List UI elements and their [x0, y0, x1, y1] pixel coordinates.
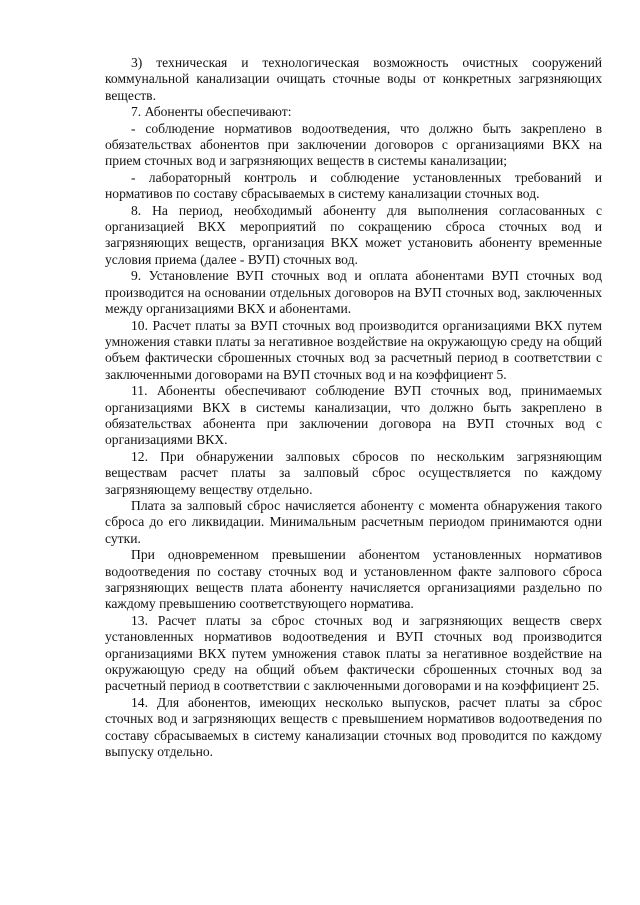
paragraph-12-burst-fee: Плата за залповый сброс начисляется абоненту с момента обнаружения такого сброса до его ликвидации. Минимальным расчетным периодом принимаются одни сутки.	[105, 497, 602, 546]
paragraph-7-item-2: - лабораторный контроль и соблюдение установленных требований и нормативов по составу сбрасываемых в систему канализации сточных вод.	[105, 169, 602, 202]
paragraph-14: 14. Для абонентов, имеющих несколько выпусков, расчет платы за сброс сточных вод и загрязняющих веществ с превышением нормативов водоотведения по составу сбрасываемых в систему канализации сточных вод проводится по каждому выпуску отдельно.	[105, 694, 602, 760]
document-body	[105, 55, 602, 760]
paragraph-11: 11. Абоненты обеспечивают соблюдение ВУП сточных вод, принимаемых организациями ВКХ в системы канализации, что должно быть закреплено в обязательствах абонента при заключении договора на ВУП сточных вод с организациями ВКХ.	[105, 383, 602, 448]
paragraph-10: 10. Расчет платы за ВУП сточных вод производится организациями ВКХ путем умножения ставки платы за негативное воздействие на окружающую среду на общий объем фактически сброшенных сточных вод за расчетный период в соответствии с заключенными договорами на ВУП сточных вод и на коэффициент 5.	[105, 317, 602, 382]
paragraph-12: 12. При обнаружении залповых сбросов по нескольким загрязняющим веществам расчет платы за залповый сброс осуществляется по каждому загрязняющему веществу отдельно.	[105, 448, 602, 497]
paragraph-item-3: 3) техническая и технологическая возможность очистных сооружений коммунальной канализации очищать сточные воды от конкретных загрязняющих веществ.	[105, 55, 602, 103]
paragraph-8: 8. На период, необходимый абоненту для выполнения согласованных с организацией ВКХ мероприятий по сокращению сброса сточных вод и загрязняющих веществ, организация ВКХ может установить абоненту временные условия приема (далее - ВУП) сточных вод.	[105, 202, 602, 267]
paragraph-7-item-1: - соблюдение нормативов водоотведения, что должно быть закреплено в обязательствах абонентов при заключении договоров с организациями ВКХ на прием сточных вод и загрязняющих веществ в системы канализации;	[105, 120, 602, 169]
paragraph-9: 9. Установление ВУП сточных вод и оплата абонентами ВУП сточных вод производится на основании отдельных договоров на ВУП сточных вод, заключенных между организациями ВКХ и абонентами.	[105, 268, 602, 317]
paragraph-12-simultaneous-excess: При одновременном превышении абонентом установленных нормативов водоотведения по составу сточных вод и установленном факте залпового сброса загрязняющих веществ плата абоненту начисляется организациями раздельно по каждому превышению соответствующего норматива.	[105, 547, 602, 612]
paragraph-7-heading: 7. Абоненты обеспечивают:	[131, 104, 292, 120]
paragraph-13: 13. Расчет платы за сброс сточных вод и загрязняющих веществ сверх установленных нормативов водоотведения и ВУП сточных вод производится организациями ВКХ путем умножения ставок платы за негативное воздействие на окружающую среду на общий объем фактически сброшенных сточных вод за расчетный период в соответствии с заключенными договорами и на коэффициент 25.	[105, 612, 602, 694]
